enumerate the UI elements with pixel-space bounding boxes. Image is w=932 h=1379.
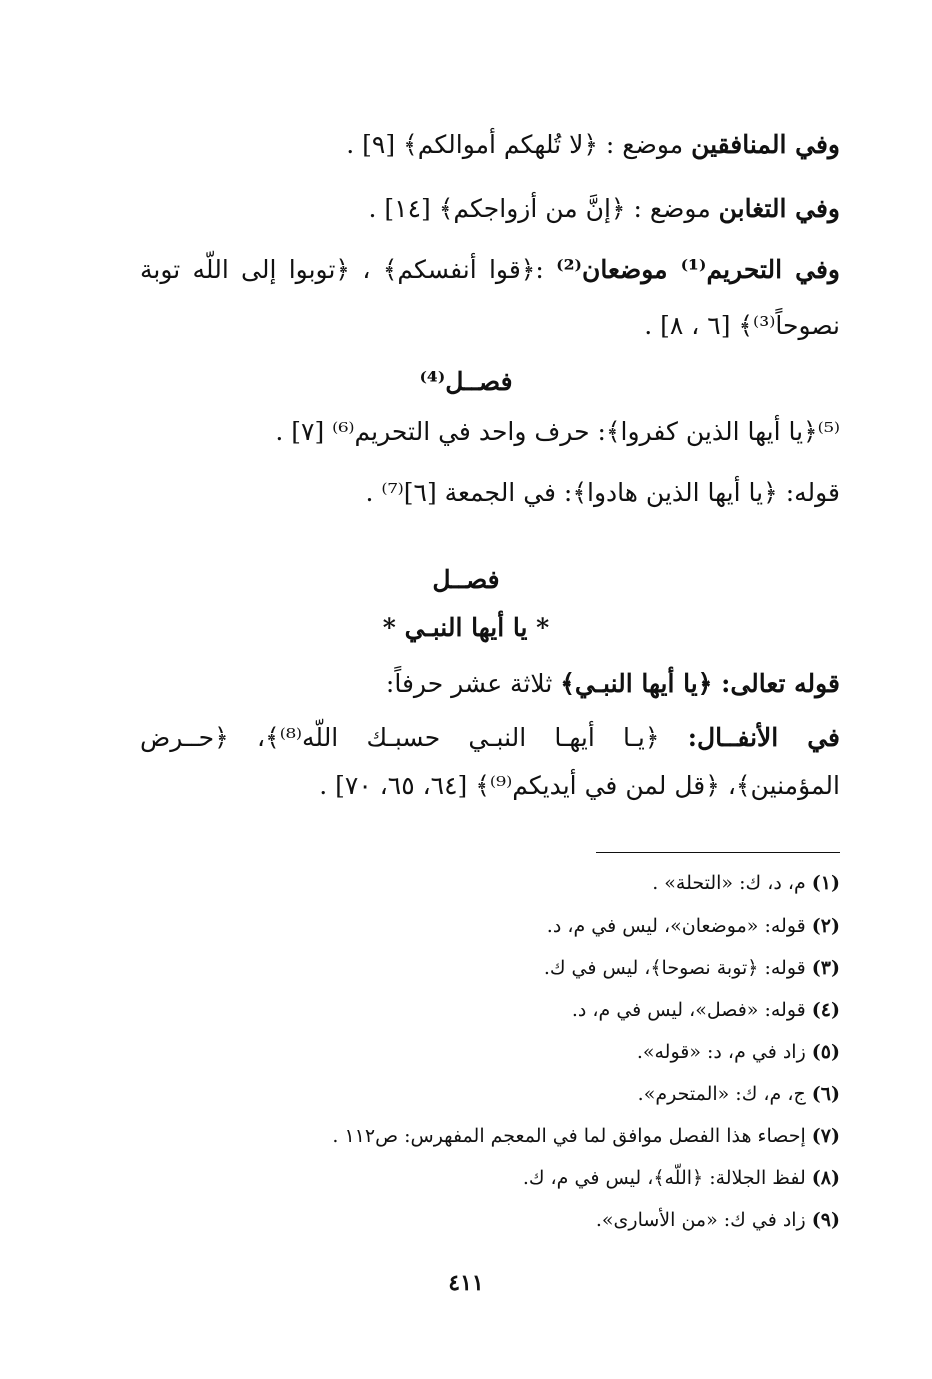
footnote-1-num: (١) (811, 872, 840, 894)
footnote-2-num: (٢) (811, 915, 840, 937)
footnote-2-text: قوله: «موضعان»، ليس في م، د. (546, 915, 812, 937)
footnote-4-num: (٤) (811, 999, 840, 1021)
line-3-rest: :﴿قوا أنفسكم﴾ ، ﴿توبوا إلى اللّه توبة (140, 255, 557, 284)
line-7-lead: قوله تعالى: ﴿يا أيها النبـي﴾ (560, 669, 840, 698)
footnote-3 (150, 953, 840, 983)
section-heading-2: فصــل (432, 565, 500, 594)
footnote-7 (150, 1121, 840, 1151)
footnote-8-num: (٨) (811, 1167, 840, 1189)
page-number: ٤١١ (448, 1270, 484, 1296)
footnote-7-num: (٧) (811, 1125, 840, 1147)
section-subheading: * يا أيها النبـي * (382, 613, 550, 642)
footnote-1 (150, 868, 840, 898)
footnote-2 (150, 911, 840, 941)
footnote-4 (150, 995, 840, 1025)
text-line-1 (140, 125, 840, 165)
line-8-lead: في الأنفــال: (687, 723, 840, 752)
footnote-5-num: (٥) (811, 1041, 840, 1063)
line-7-rest: ثلاثة عشر حرفاً: (385, 669, 561, 698)
footnote-3-num: (٣) (811, 957, 840, 979)
footnote-1-text: م، د، ك: «التحلة» . (652, 872, 812, 894)
footnote-separator (596, 852, 840, 853)
footnote-9-num: (٩) (811, 1209, 840, 1231)
footnote-8 (150, 1163, 840, 1193)
text-line-5: ⁽⁵⁾﴿يا أيها الذين كفروا﴾: حرف واحد في التحريم⁽⁶⁾ [٧] . (275, 417, 840, 446)
footnote-6-text: ج، م، ك: «المتحرم». (637, 1083, 812, 1105)
text-line-2 (140, 189, 840, 229)
line-1-rest: موضع : ﴿لا تُلهكم أموالكم﴾ [٩] . (346, 130, 692, 159)
line-3-lead: وفي التحريم⁽¹⁾ موضعان⁽²⁾ (556, 255, 840, 284)
footnote-6-num: (٦) (811, 1083, 840, 1105)
footnote-3-text: قوله: ﴿توبة نصوحا﴾، ليس في ك. (543, 957, 812, 979)
footnote-8-text: لفظ الجلالة: ﴿اللّه﴾، ليس في م، ك. (522, 1167, 812, 1189)
text-line-8 (140, 718, 840, 758)
line-1-lead: وفي المنافقين (691, 130, 840, 159)
text-line-4: نصوحاً⁽³⁾﴾ [٦ ، ٨] . (644, 311, 840, 340)
text-line-6: قوله: ﴿يا أيها الذين هادوا﴾: في الجمعة [٦]⁽⁷⁾ . (365, 478, 840, 507)
footnote-5-text: زاد في م، د: «قوله». (636, 1041, 812, 1063)
footnote-9 (150, 1205, 840, 1235)
footnote-5 (150, 1037, 840, 1067)
text-line-3 (140, 250, 840, 290)
footnote-6 (150, 1079, 840, 1109)
line-2-rest: موضع : ﴿إنَّ من أزواجكم﴾ [١٤] . (368, 194, 719, 223)
text-line-9: المؤمنين﴾، ﴿قل لمن في أيديكم⁽⁹⁾﴾ [٦٤، ٦٥، ٧٠] . (319, 771, 840, 800)
text-line-7 (140, 664, 840, 704)
section-heading-1: فصــل⁽⁴⁾ (419, 367, 513, 396)
footnote-7-text: إحصاء هذا الفصل موافق لما في المعجم المفهرس: ص١١٢ . (332, 1125, 812, 1147)
line-8-rest: ﴿يـا أيهـا النبـي حسبـك اللّه⁽⁸⁾﴾، ﴿حــرض (140, 723, 688, 752)
footnote-9-text: زاد في ك: «من الأسارى». (595, 1209, 812, 1231)
footnote-4-text: قوله: «فصل»، ليس في م، د. (571, 999, 812, 1021)
line-2-lead: وفي التغابن (718, 194, 840, 223)
